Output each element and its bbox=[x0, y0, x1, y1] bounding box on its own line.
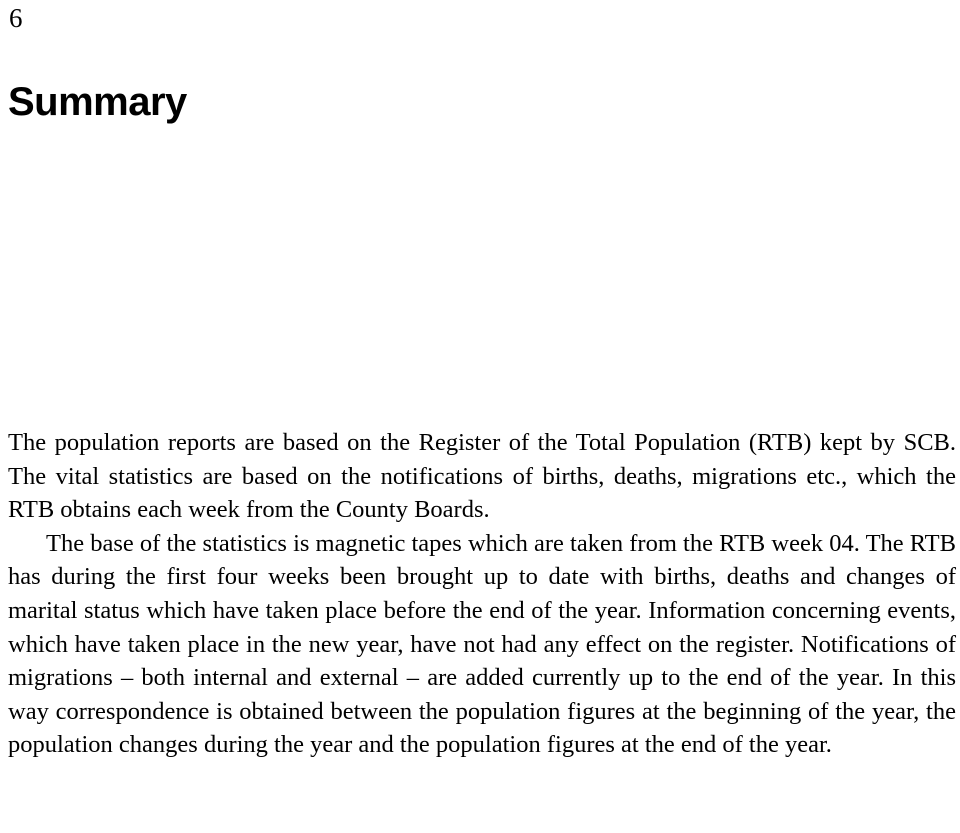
page-number: 6 bbox=[9, 3, 23, 33]
summary-body bbox=[8, 426, 956, 762]
paragraph-1: The population reports are based on the Register of the Total Population (RTB) kept by SCB. The vital statistics are based on the notifications of births, deaths, migrations etc., which the RTB obtains each week from the County Boards. bbox=[8, 429, 956, 524]
paragraph-2: The base of the statistics is magnetic tapes which are taken from the RTB week 04. The RTB has during the first four weeks been brought up to date with births, deaths and changes of marital status which have taken place before the end of the year. Information concerning events, which have taken place in the new year, have not had any effect on the register. Notifications of migrations – both internal and external – are added currently up to the end of the year. In this way correspondence is obtained between the population figures at the beginning of the year, the population changes during the year and the population figures at the end of the year. bbox=[8, 529, 956, 759]
page-title: Summary bbox=[8, 80, 187, 124]
